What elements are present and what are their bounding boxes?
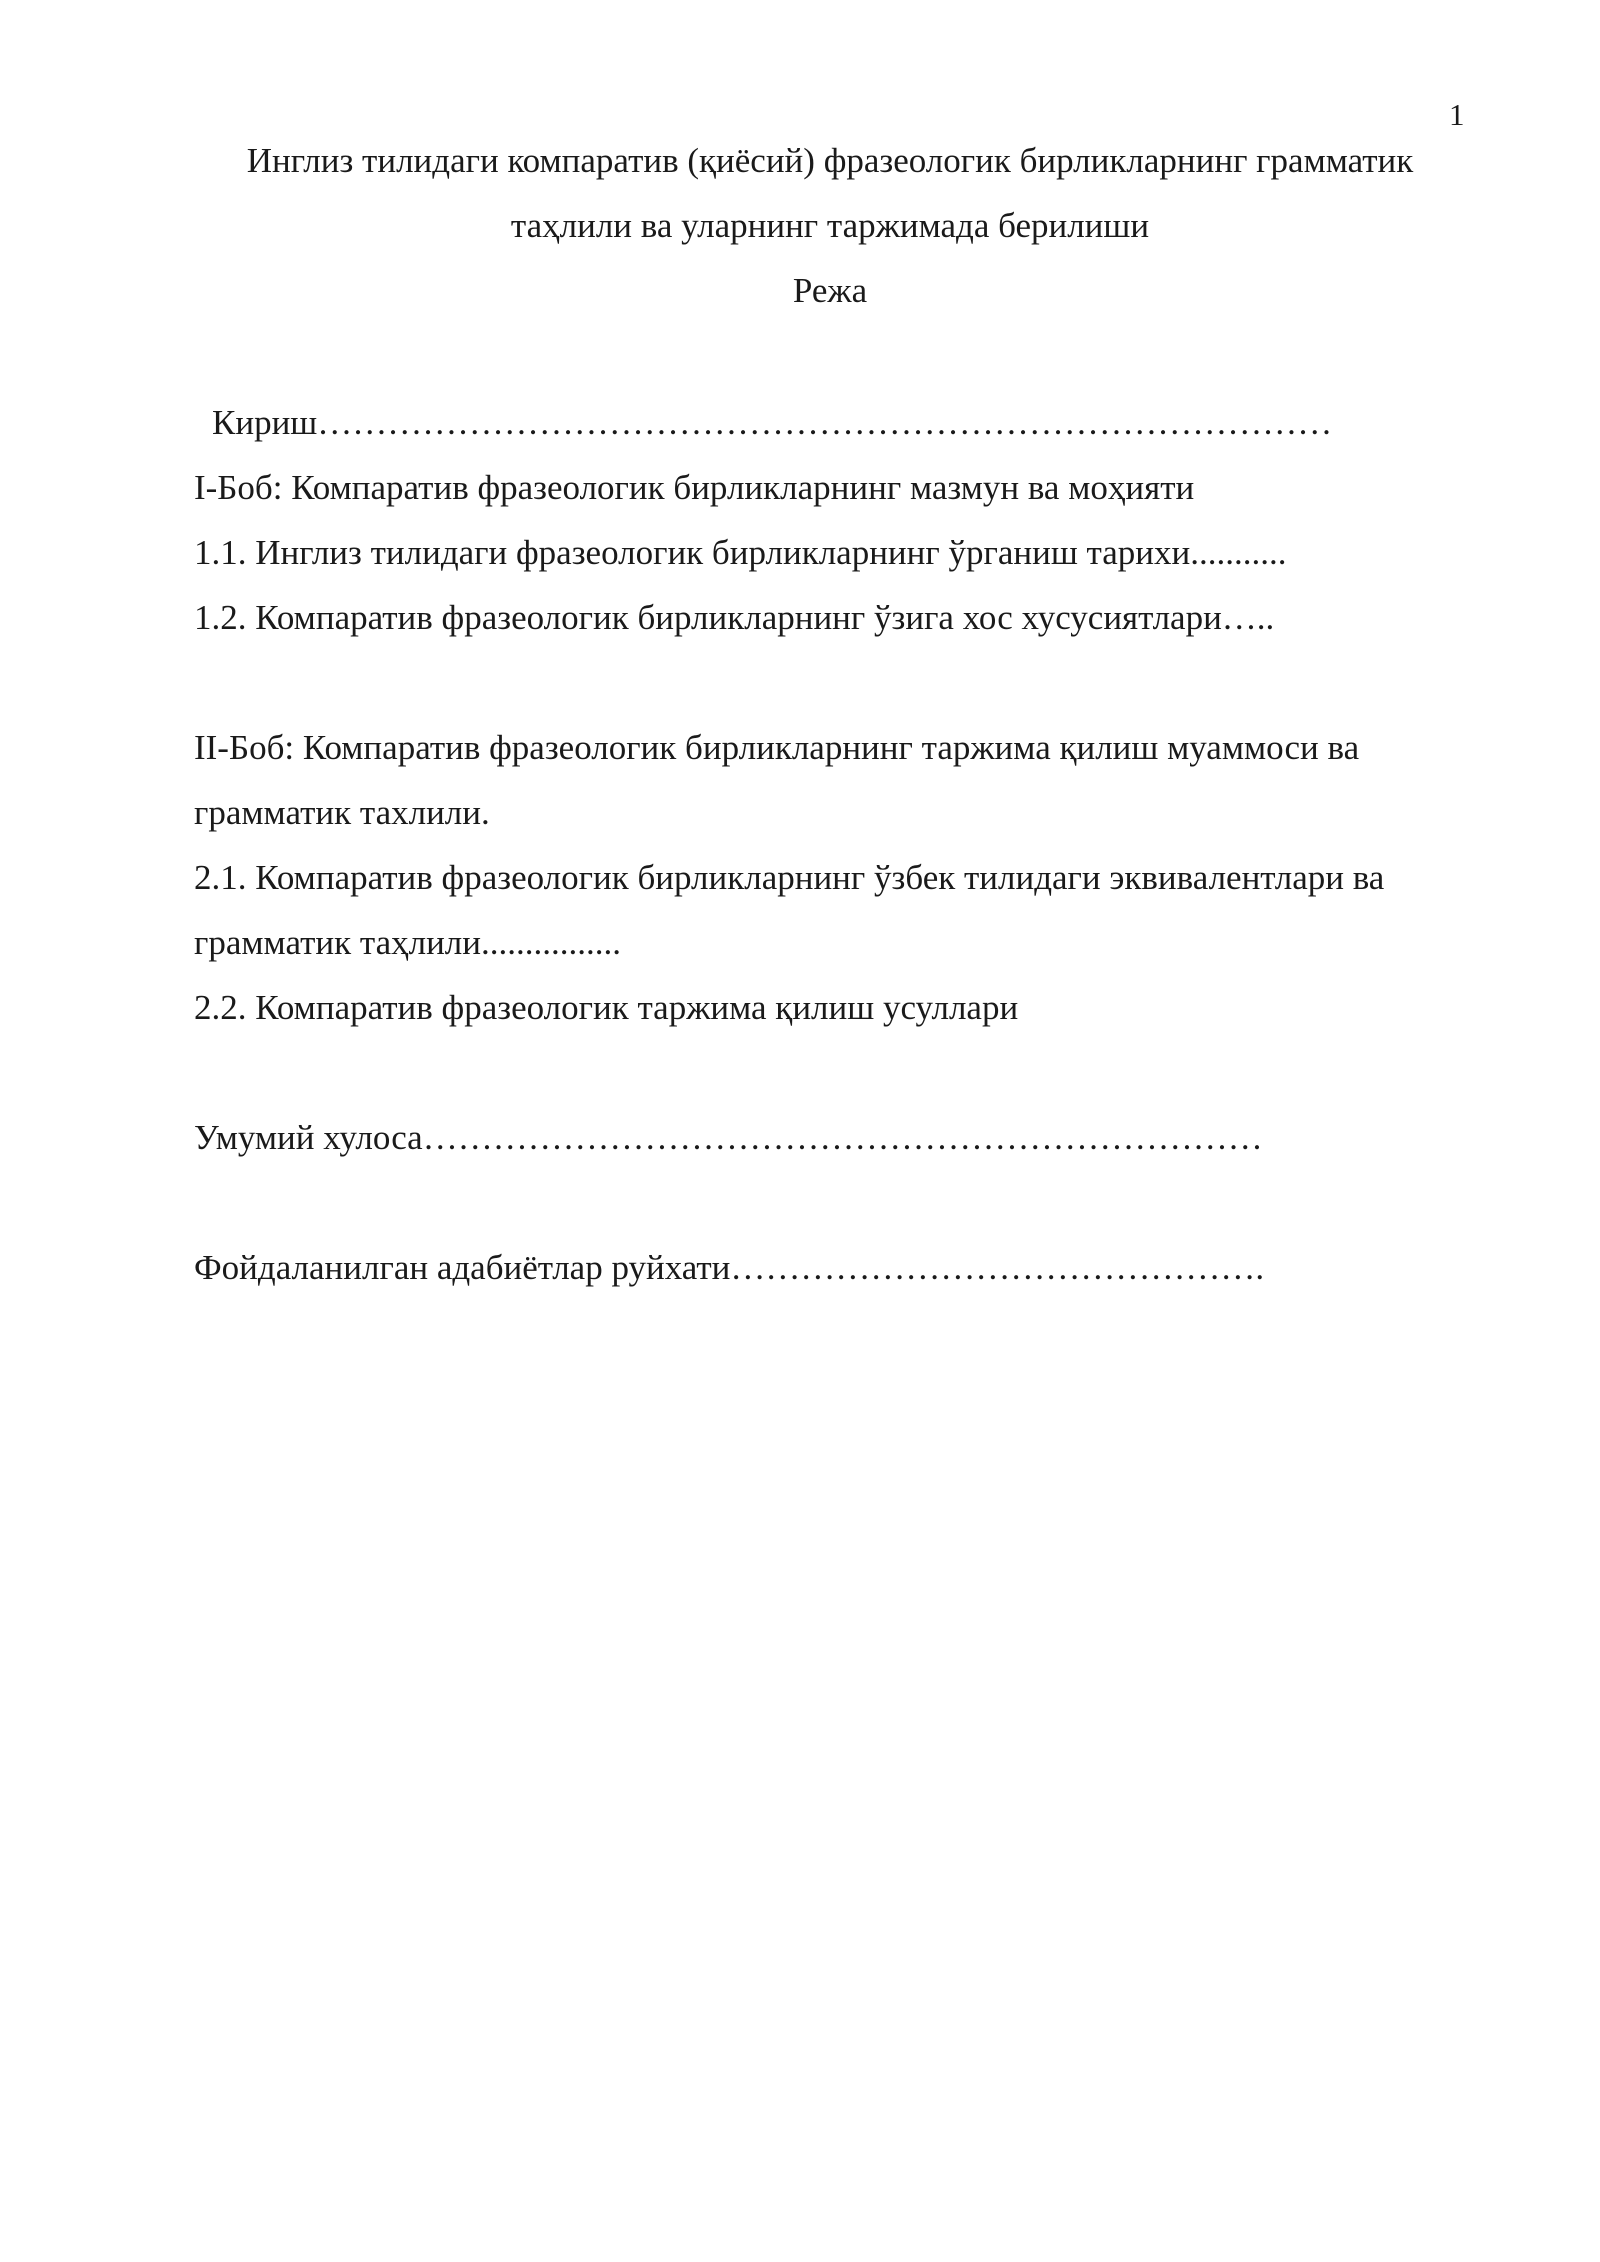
table-of-contents [194,390,1469,1300]
spacer [194,650,1469,715]
document-title [130,128,1530,323]
title-line-1: Инглиз тилидаги компаратив (қиёсий) фразеологик бирликларнинг грамматик [246,141,1414,180]
toc-references: Фойдаланилган адабиётлар руйхати………………………………………. [194,1248,1265,1287]
toc-intro: Кириш…………………………………………………………………………… [212,403,1333,442]
toc-item-2-1-line-1: 2.1. Компаратив фразеологик бирликларнинг ўзбек тилидаги эквивалентлари ва [194,858,1385,897]
toc-item-1-1: 1.1. Инглиз тилидаги фразеологик бирликларнинг ўрганиш тарихи........... [194,533,1287,572]
toc-item-2-2: 2.2. Компаратив фразеологик таржима қилиш усуллари [194,988,1019,1027]
toc-item-2-1-line-2: грамматик таҳлили................ [194,923,622,962]
spacer [194,1170,1469,1235]
toc-chapter-2-line-1: II-Боб: Компаратив фразеологик бирликларнинг таржима қилиш муаммоси ва [194,728,1360,767]
toc-chapter-1: I-Боб: Компаратив фразеологик бирликларнинг мазмун ва моҳияти [194,468,1195,507]
toc-chapter-2-line-2: грамматик тахлили. [194,793,490,832]
title-line-2: таҳлили ва уларнинг таржимада берилиши [510,206,1150,245]
spacer [194,1040,1469,1105]
page-number: 1 [1449,97,1465,132]
toc-conclusion: Умумий хулоса……………………………………………………………… [194,1118,1263,1157]
title-line-3-plan: Режа [792,271,868,310]
toc-item-1-2: 1.2. Компаратив фразеологик бирликларнинг ўзига хос хусусиятлари….. [194,598,1275,637]
